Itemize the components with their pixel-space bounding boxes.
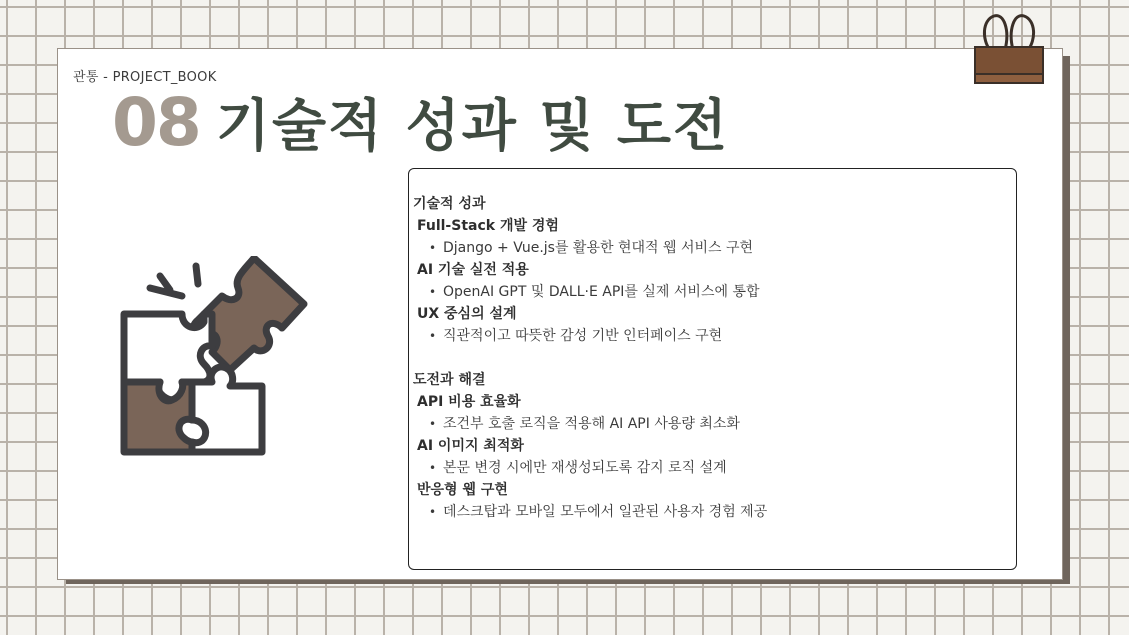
title-text: 기술적 성과 및 도전 [215,94,730,159]
page-title [112,82,729,162]
bullet-dot-icon: • [429,417,437,431]
item-subtitle: AI 이미지 최적화 [417,438,524,454]
bullet-dot-icon: • [429,505,437,519]
list-item [413,501,1010,523]
list-item [413,237,1010,259]
list-item [413,281,1010,303]
bullet-dot-icon: • [429,461,437,475]
item-bullet-text: 데스크탑과 모바일 모두에서 일관된 사용자 경험 제공 [443,504,768,520]
bullet-dot-icon: • [429,285,437,299]
section-title: 기술적 성과 [413,196,486,212]
list-item [413,413,1010,435]
item-bullet-text: 본문 변경 시에만 재생성되도록 감지 로직 설계 [443,460,727,476]
item-subtitle: 반응형 웹 구현 [417,482,508,498]
item-subtitle: UX 중심의 설계 [417,306,517,322]
binder-clip-icon [972,10,1046,86]
section-title: 도전과 해결 [413,372,486,388]
puzzle-pieces-icon [112,256,322,466]
title-number: 08 [112,83,200,161]
list-item [413,325,1010,347]
brand-label: 관통 - PROJECT_BOOK [73,70,217,85]
item-subtitle: Full-Stack 개발 경험 [417,218,559,234]
content-box [408,168,1017,570]
bullet-dot-icon: • [429,329,437,343]
item-bullet-text: 직관적이고 따뜻한 감성 기반 인터페이스 구현 [443,328,723,344]
item-bullet-text: Django + Vue.js를 활용한 현대적 웹 서비스 구현 [443,240,754,256]
item-bullet-text: OpenAI GPT 및 DALL·E API를 실제 서비스에 통합 [443,284,760,300]
item-subtitle: API 비용 효율화 [417,394,521,410]
item-subtitle: AI 기술 실전 적용 [417,262,529,278]
bullet-dot-icon: • [429,241,437,255]
item-bullet-text: 조건부 호출 로직을 적용해 AI API 사용량 최소화 [443,416,740,432]
list-item [413,457,1010,479]
section-gap [413,347,1010,369]
